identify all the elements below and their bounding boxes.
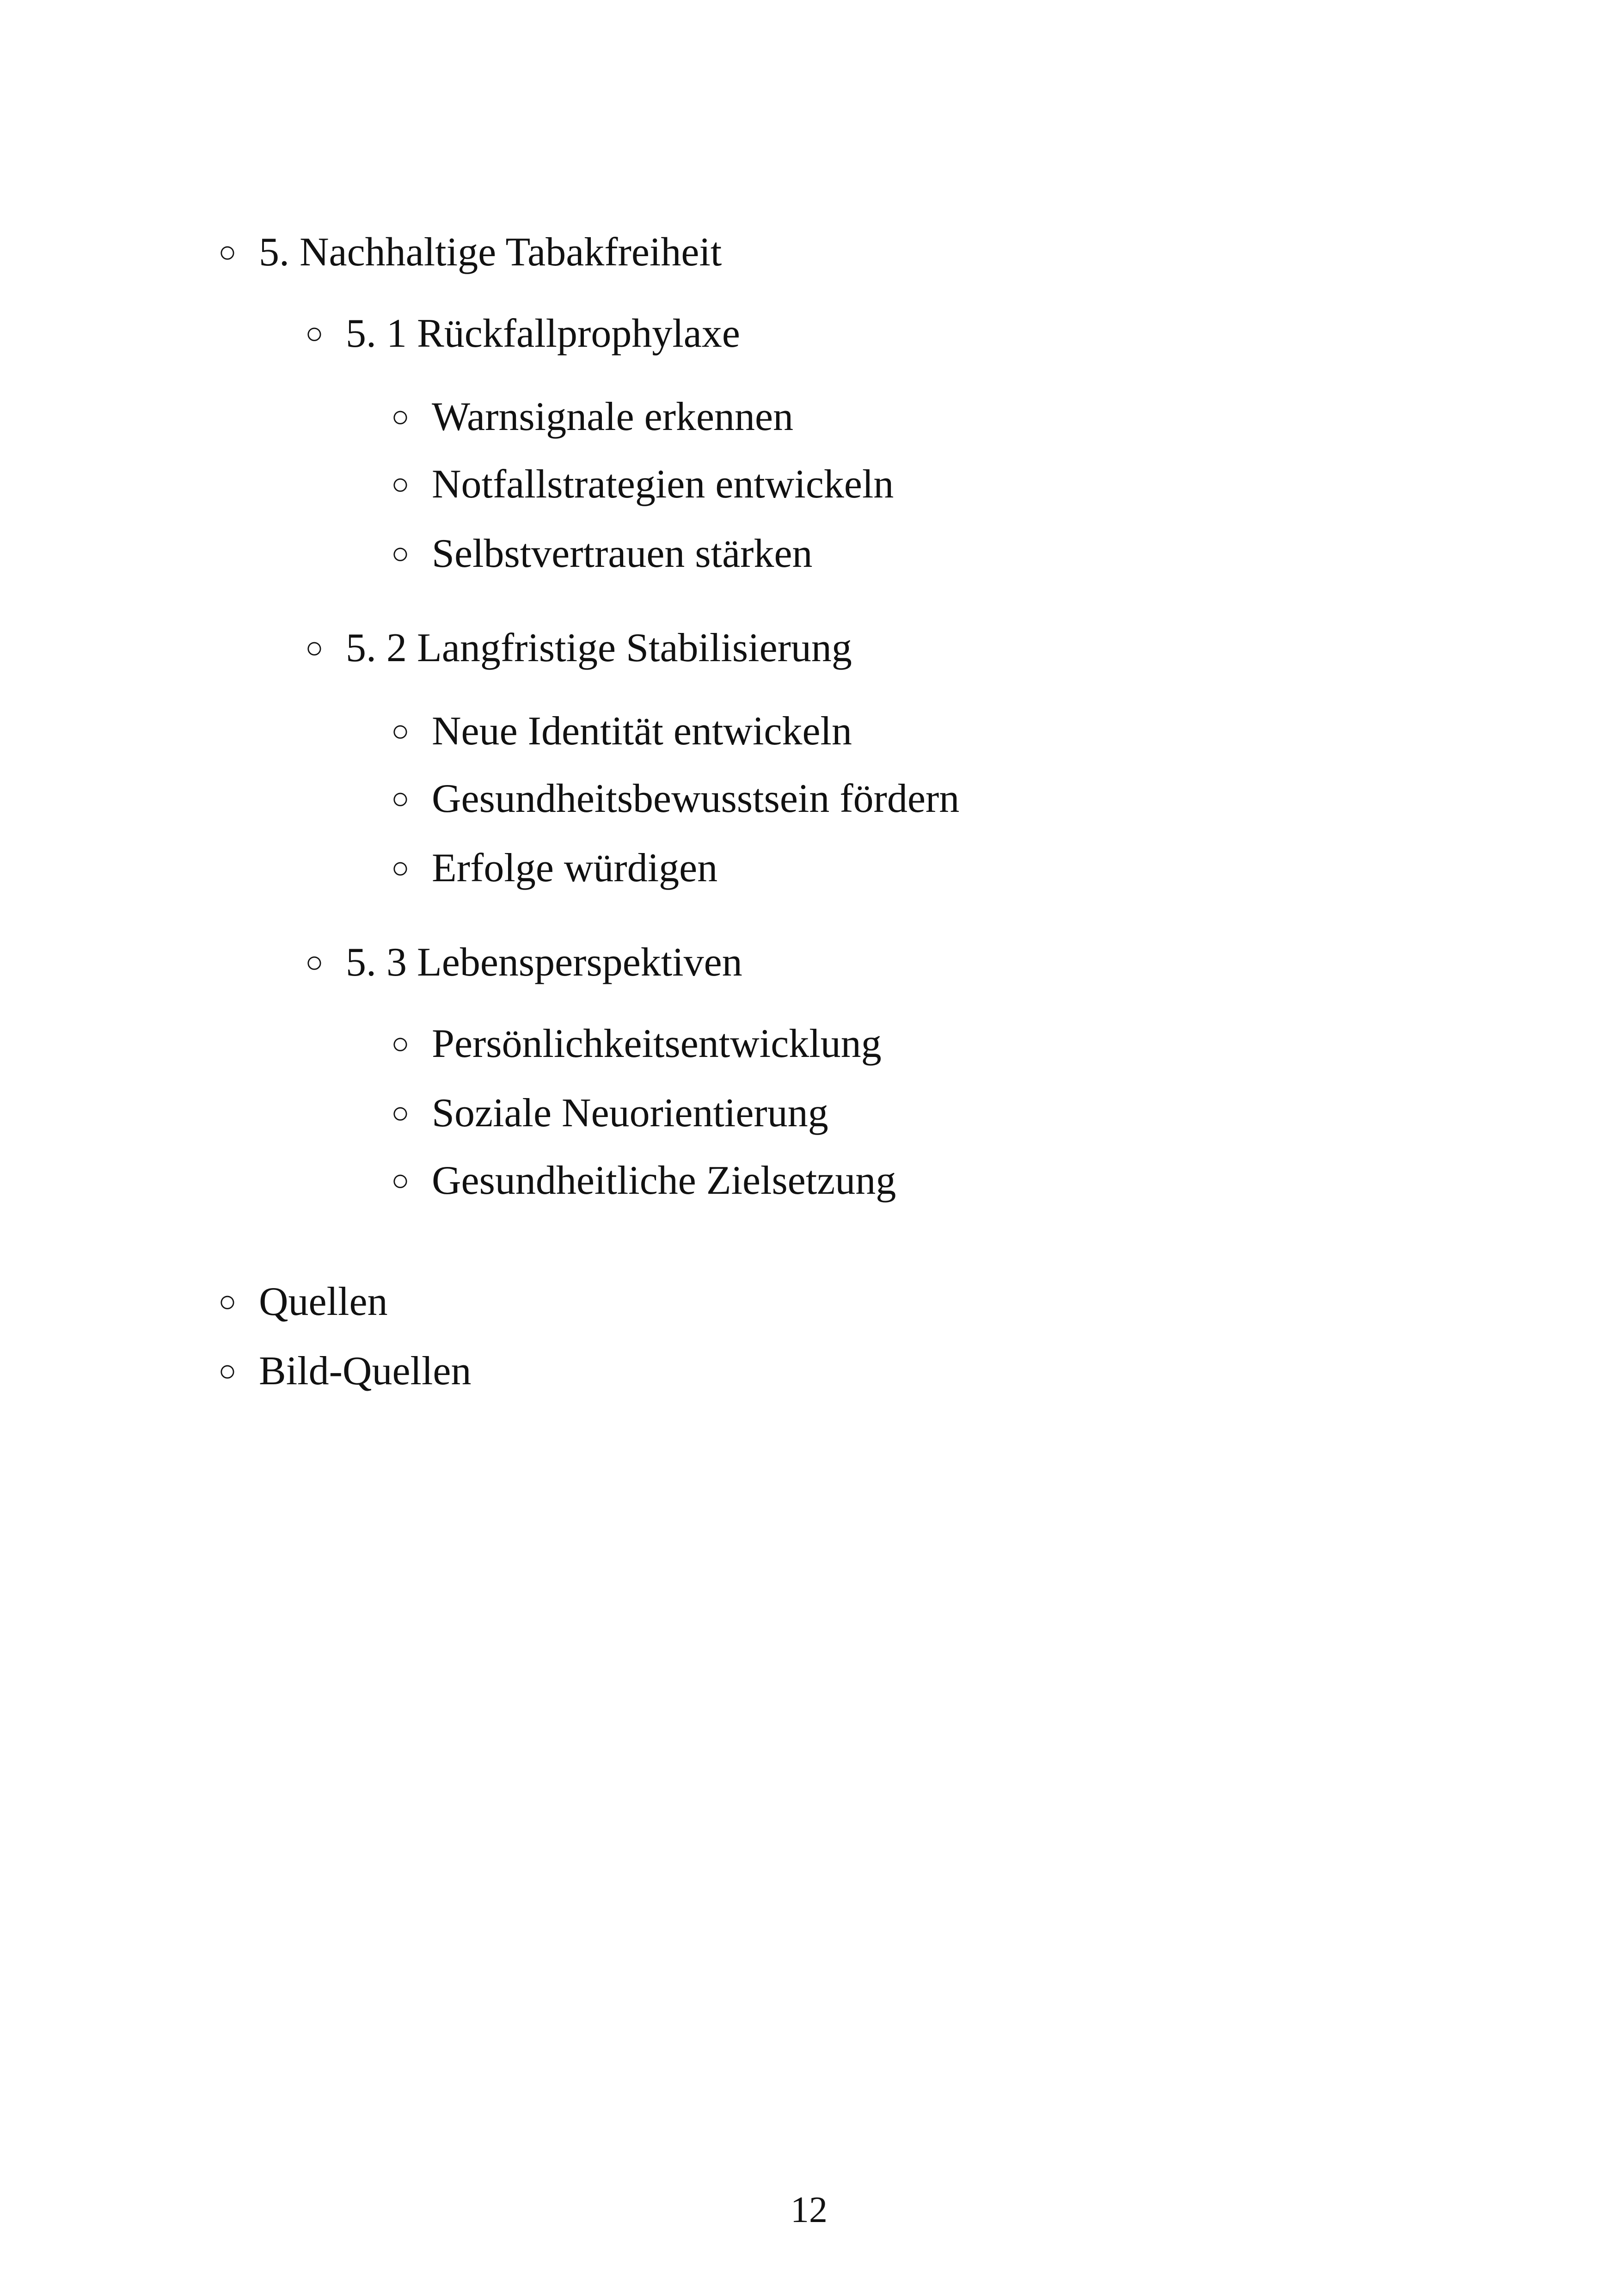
toc-item-label: Persönlichkeitsentwicklung <box>432 1021 882 1066</box>
toc-section-5-2 <box>305 625 852 671</box>
toc-item-label: Gesundheitliche Zielsetzung <box>432 1158 896 1203</box>
bullet-circle-icon: ○ <box>218 235 237 269</box>
toc-item <box>391 394 794 440</box>
toc-item <box>391 1021 882 1067</box>
toc-item-label: Soziale Neuorientierung <box>432 1091 828 1136</box>
bullet-circle-icon: ○ <box>391 1027 410 1061</box>
toc-section-5-1-title: 5. 1 Rückfallprophylaxe <box>346 311 740 356</box>
toc-item <box>391 461 894 508</box>
bullet-circle-icon: ○ <box>391 782 410 816</box>
page-number: 12 <box>791 2190 827 2230</box>
bullet-circle-icon: ○ <box>391 1096 410 1130</box>
toc-item <box>391 531 813 577</box>
toc-section-5-1 <box>305 311 740 357</box>
toc-item <box>391 1090 828 1136</box>
toc-section-5 <box>218 229 722 276</box>
bullet-circle-icon: ○ <box>391 851 410 885</box>
toc-item <box>391 845 718 891</box>
toc-item-label: Notfallstrategien entwickeln <box>432 462 894 507</box>
toc-quellen <box>218 1279 388 1325</box>
toc-bild-quellen-title: Bild-Quellen <box>259 1349 472 1394</box>
toc-item-label: Selbstvertrauen stärken <box>432 531 813 576</box>
toc-item-label: Warnsignale erkennen <box>432 394 794 439</box>
toc-bild-quellen <box>218 1348 472 1394</box>
toc-item <box>391 776 960 822</box>
toc-item-label: Gesundheitsbewusstsein fördern <box>432 776 960 821</box>
bullet-circle-icon: ○ <box>391 400 410 434</box>
bullet-circle-icon: ○ <box>218 1285 237 1319</box>
bullet-circle-icon: ○ <box>305 317 324 350</box>
toc-item-label: Neue Identität entwickeln <box>432 709 852 754</box>
toc-quellen-title: Quellen <box>259 1279 388 1324</box>
bullet-circle-icon: ○ <box>391 714 410 748</box>
bullet-circle-icon: ○ <box>305 945 324 979</box>
bullet-circle-icon: ○ <box>218 1354 237 1388</box>
bullet-circle-icon: ○ <box>391 1164 410 1197</box>
bullet-circle-icon: ○ <box>391 467 410 501</box>
toc-section-5-3 <box>305 939 742 986</box>
toc-section-5-title: 5. Nachhaltige Tabakfreiheit <box>259 230 722 275</box>
toc-section-5-3-title: 5. 3 Lebensperspektiven <box>346 940 742 985</box>
toc-section-5-2-title: 5. 2 Langfristige Stabilisierung <box>346 626 852 670</box>
bullet-circle-icon: ○ <box>391 537 410 571</box>
toc-item <box>391 708 852 755</box>
toc-item-label: Erfolge würdigen <box>432 846 718 890</box>
toc-item <box>391 1158 896 1204</box>
bullet-circle-icon: ○ <box>305 631 324 665</box>
